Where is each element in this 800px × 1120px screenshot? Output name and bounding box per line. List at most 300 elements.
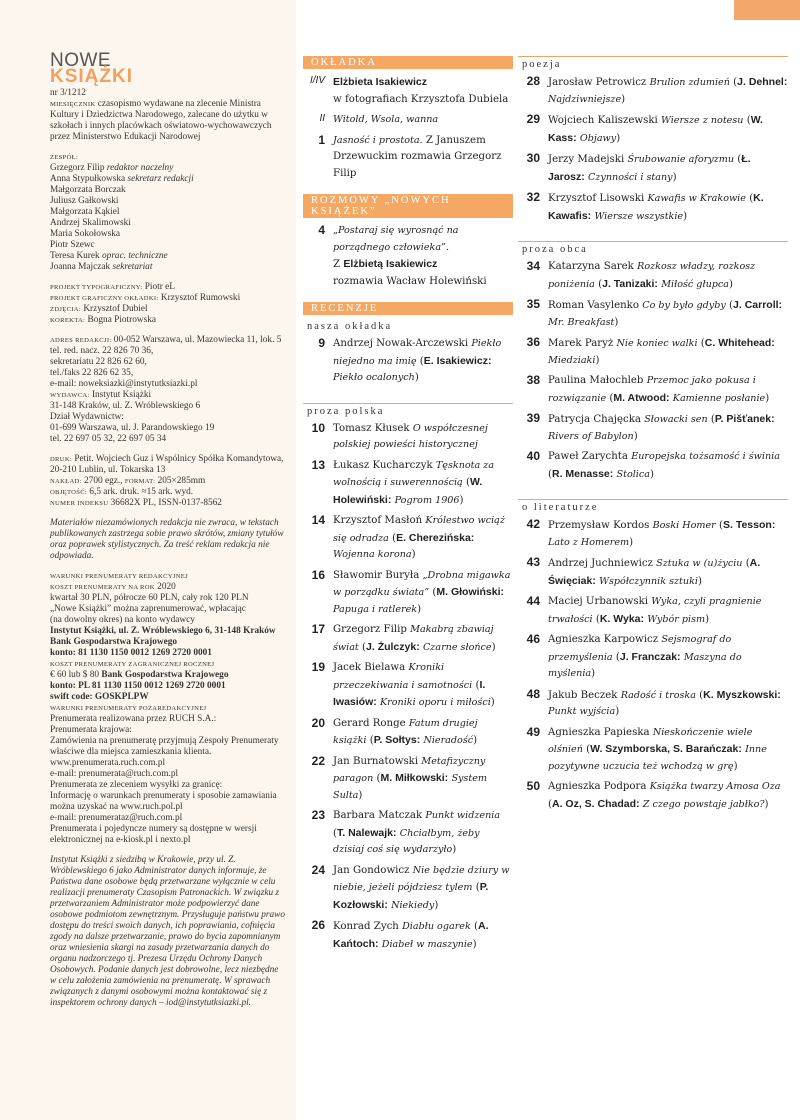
reviewed-author: E. Isakiewicz:: [423, 354, 492, 367]
reviewed-author: M. Miłkowski:: [380, 772, 449, 784]
entry-author: Paweł Zarychta: [548, 451, 628, 462]
toc-entry: [518, 632, 788, 683]
subscription-line: „Nowe Książki” można zaprenumerować, wpłacając: [50, 604, 246, 614]
toc-entry: [303, 421, 513, 454]
toc-entry-text: Łukasz Kucharczyk Tęsknota za wolnością i suwerennością (W. Holewiński: Pogrom 1906): [333, 459, 495, 506]
reviewed-title: Z czego powstaje jabłko?: [642, 798, 765, 810]
toc-entry-text: [333, 421, 513, 454]
credit-value: Krzysztof Dubiel: [83, 304, 148, 314]
address-text: 00-052 Warszawa, ul. Mazowiecka 11, lok. 5: [113, 335, 282, 345]
reviewed-title: Piekło ocalonych: [333, 372, 415, 383]
toc-entry: [518, 411, 788, 445]
toc-entry-text: Katarzyna Sarek Rozkosz władzy, rozkosz poniżenia (J. Tanizaki: Miłość głupca): [548, 261, 756, 290]
publisher-text: 31-148 Kraków, ul. Z. Wróblewskiego 6: [50, 401, 201, 411]
okladka-list: [303, 74, 513, 182]
toc-entry: [303, 112, 513, 129]
subscription-line: kwartał 30 PLN, półrocze 60 PLN, cały rok 120 PLN: [50, 593, 249, 603]
reviewed-title: Najdziwniejsze: [548, 93, 622, 105]
address-label: ADRES REDAKCJI:: [50, 337, 112, 344]
entry-title: „Postaraj się wyrosnąć na porządnego człowieka”.: [333, 225, 459, 253]
page-number: 30: [526, 151, 540, 165]
toc-entry: [303, 133, 513, 183]
entry-title: O współczesnej polskiej powieści historycznej: [333, 422, 488, 450]
subscription-block: WARUNKI PRENUMERATY REDAKCYJNEJ KOSZT PRENUMERATY NA ROK 2020 kwartał 30 PLN, półrocze 60 PLN, cały rok 120 PLN „Nowe Książki” można zaprenumerować, wpłacając (na dowolny okres) na konto wydawcy Instytut Książki, ul. Z. Wróblewskiego 6, 31-148 Kraków Bank Gospodarstwa Krajowego konto: 81 1130 1150 0012 1269 2720 0001 KOSZT PRENUMERATY ZAGRANICZNEJ ROCZNEJ € 60 lub $ 80 Bank Gospodarstwa Krajowego konto: PL 81 1130 1150 0012 1269 2720 0001 swift code: GOSKPLPW WARUNKI PRENUMERATY POZAREDAKCYJNEJ Prenumerata realizowana przez RUCH S.A.: Prenumerata krajowa: Zamówienia na prenumeratę przyjmują Zespoły Prenumeraty właściwe dla miejsca zamieszkania klienta. www.prenumerata.ruch.com.pl e-mail: prenumerata@ruch.com.pl Prenumerata ze zleceniem wysyłki za granicę: Informację o warunkach prenumeraty i sposobie zamawiania można uzyskać na www.ruch.pol.pl e-mail: prenumerataz@ruch.com.pl Prenumerata i pojedyncze numery są dostępne w wersji elektronicznej na e-kiosk.pl i nexto.pl: [50, 571, 286, 846]
address-text: tel. red. nacz. 22 826 70 36,: [50, 346, 154, 356]
reviewed-title: Mr. Breakfast: [548, 316, 615, 328]
toc-right-column: [518, 56, 788, 817]
external-subscription-line: e-mail: prenumerata@ruch.com.pl: [50, 769, 179, 779]
entry-author: Paulina Małochleb: [548, 375, 644, 386]
toc-entry: [303, 808, 513, 859]
entry-title: Nie koniec walki: [616, 338, 698, 349]
entry-title: Wyka, czyli pragnienie trwałości: [548, 596, 762, 625]
entry-title: „Drobna migawka w porządku świata”: [333, 569, 511, 598]
reviewed-title: Kamienne posłanie: [672, 392, 766, 404]
reviewed-author: M. Atwood:: [613, 391, 670, 404]
external-subscription-line: www.prenumerata.ruch.com.pl: [50, 758, 166, 768]
reviewed-author: K. Myszkowski:: [703, 688, 781, 701]
reviewed-title: Wiersze wszystkie: [594, 210, 684, 222]
address-line: [50, 335, 286, 346]
swift-code: swift code: GOSKPLPW: [50, 692, 149, 702]
external-subscription-line: e-mail: prenumerataz@ruch.com.pl: [50, 813, 183, 823]
subsection-o-literaturze: o literaturze: [518, 499, 788, 514]
toc-entry: [518, 449, 788, 483]
entry-title: Nie będzie dziury w niebie, jeżeli pójdziesz tylem: [333, 864, 510, 893]
entry-title: Metafizyczny paragon: [333, 755, 486, 784]
reviewed-author: A. Kańtoch:: [333, 920, 489, 950]
toc-entry: [518, 779, 788, 813]
toc-entry-text: Konrad Zych Diabłu ogarek (A. Kańtoch: Diabeł w maszynie): [333, 920, 489, 950]
reviewed-title: Diabeł w maszynie: [381, 938, 473, 950]
toc-middle-column: [303, 56, 513, 957]
section-rozmowy: ROZMOWY „NOWYCH KSIĄŻEK”: [303, 194, 513, 218]
credit-value: Bogna Piotrowska: [87, 315, 156, 325]
reviewed-author: M. Głowiński:: [436, 586, 505, 598]
team-member-role: redaktor naczelny: [106, 163, 174, 173]
reviewed-title: Kroniki oporu i miłości: [380, 697, 491, 708]
subsection-nasza-okladka: nasza okładka: [307, 321, 393, 332]
team-member: [50, 262, 286, 273]
team-member: [50, 251, 286, 262]
page-number: 49: [526, 724, 540, 739]
reviewed-author: R. Menasse:: [551, 467, 614, 480]
publisher-line: [50, 434, 286, 445]
proza-polska-list: [303, 421, 513, 954]
entry-title: Witold, Wsola, wanna: [333, 114, 439, 125]
address-line: [50, 379, 286, 390]
reviewed-author: C. Whitehead:: [704, 337, 775, 349]
logo-line-1: NOWE: [50, 50, 112, 71]
toc-entry: [518, 151, 788, 186]
entry-title: Piekło niejedno ma imię: [333, 338, 502, 367]
external-subscription-line: Prenumerata ze zleceniem wysyłki za granicę:: [50, 780, 223, 790]
toc-entry-text: Agnieszka Podpora Książka twarzy Amosa Oza (A. Oz, S. Chadad: Z czego powstaje jabłko?): [548, 781, 781, 810]
entry-title: Fatum drugiej książki: [333, 717, 478, 746]
toc-entry: [518, 190, 788, 225]
toc-entry: [518, 335, 788, 369]
toc-entry: [303, 513, 513, 564]
reviewed-author: P. Sołtys:: [373, 734, 421, 746]
toc-entry: [518, 373, 788, 407]
entry-author: Sławomir Buryła: [333, 569, 420, 581]
reviewed-title: Inne pozytywne uczucia też wchodzą w grę: [548, 744, 767, 772]
credit-label: KOREKTA:: [50, 317, 86, 324]
toc-entry-text: Jakub Beczek Radość i troska (K. Myszkowski: Punkt wyjścia): [548, 688, 781, 717]
team-member-role: sekretarz redakcji: [127, 174, 194, 184]
entry-text-prefix: Z: [333, 259, 341, 270]
page-number: 36: [526, 335, 540, 349]
toc-entry: [518, 297, 788, 331]
reviewed-title: Pogrom 1906: [394, 494, 460, 506]
reviewed-author: J. Franczak:: [619, 650, 681, 663]
subscription-line: (na dowolny okres) na konto wydawcy: [50, 615, 195, 625]
address-text: tel./faks 22 826 62 35,: [50, 368, 134, 378]
reviewed-author: W. Holewiński:: [333, 476, 483, 506]
publisher-text: tel. 22 697 05 32, 22 697 05 34: [50, 434, 167, 444]
entry-author: Jerzy Madejski: [548, 154, 625, 165]
reviewed-author: W. Kass:: [548, 114, 763, 144]
reviewed-author: K. Kawafis:: [548, 192, 764, 222]
entry-title: Boski Homer: [652, 520, 716, 531]
credit-value: Piotr eL: [144, 282, 175, 292]
address-line: [50, 346, 286, 357]
reviewed-author: J. Żulczyk:: [366, 640, 420, 653]
publisher-line: [50, 390, 286, 401]
toc-entry-text: [333, 112, 438, 129]
toc-entry: [518, 725, 788, 776]
page-number: 32: [526, 190, 540, 204]
entry-author: Barbara Matczak: [333, 810, 423, 821]
address-line: [50, 368, 286, 379]
entry-title: Radość i troska: [620, 689, 696, 701]
toc-entry: [303, 568, 513, 619]
entry-author: Roman Vasylenko: [548, 300, 639, 311]
rozmowy-list: [303, 223, 513, 290]
page-number: 4: [318, 223, 325, 237]
issue-number: nr 3/1212: [50, 88, 86, 98]
foreign-price-line: [50, 670, 286, 681]
page-number: II: [319, 113, 325, 124]
foreign-bank: Bank Gospodarstwa Krajowego: [101, 670, 229, 680]
page-number: 20: [311, 715, 325, 730]
entry-author: Jacek Bielawa: [333, 662, 406, 673]
toc-entry-text: Maciej Urbanowski Wyka, czyli pragnienie trwałości (K. Wyka: Wybór pism): [548, 596, 762, 625]
subscription-account-line: konto: 81 1130 1150 0012 1269 2720 0001: [50, 648, 212, 658]
toc-entry: [303, 622, 513, 656]
page-number: 39: [526, 411, 540, 425]
entry-author: Agnieszka Karpowicz: [548, 634, 659, 645]
toc-entry: [303, 863, 513, 915]
team-member: [50, 185, 286, 196]
subsection-poezja: poezja: [518, 56, 788, 71]
credits-block: [50, 282, 286, 326]
monthly-description: MIESIĘCZNIK czasopismo wydawane na zlecenie Ministra Kultury i Dziedzictwa Narodowego, zalecane do użytku w szkołach i innych placówkach oświatowo-wychowawczych przez Ministerstwo Edukacji Narodowej: [50, 99, 272, 142]
entry-title: Jasność i prostota.: [333, 134, 423, 146]
reviewed-title: Miedziaki: [548, 354, 596, 366]
toc-entry: [303, 74, 513, 108]
entry-author: Andrzej Juchniewicz: [548, 558, 653, 569]
entry-title: Rozkosz władzy, rozkosz poniżenia: [548, 261, 756, 290]
reviewed-author: P. Pišťanek:: [714, 413, 775, 425]
credit-value: Krzysztof Rumowski: [160, 293, 241, 303]
external-subscription-line: Informację o warunkach prenumeraty i sposobie zamawiania można uzyskać na www.ruch.pol.pl: [50, 791, 277, 812]
toc-entry-text: Sławomir Buryła „Drobna migawka w porządku świata” (M. Głowiński: Papuga i ratlerek): [333, 569, 511, 615]
entry-author: Wojciech Kaliszewski: [548, 115, 658, 126]
reviewed-title: Wojenna korona: [333, 549, 412, 560]
entry-title: Sztuka w (u)życiu: [656, 558, 743, 569]
publisher-label: WYDAWCA:: [50, 392, 90, 399]
page-number: 42: [526, 517, 540, 531]
publisher-text: Dział Wydawnictw:: [50, 412, 124, 422]
entry-author: Przemysław Kordos: [548, 520, 650, 531]
reviewed-author: S. Tesson:: [723, 519, 776, 531]
reviewed-title: Niekiedy: [391, 899, 435, 911]
toc-entry-text: Jacek Bielawa Kroniki przeczekiwania i samotności (I. Iwasiów: Kroniki oporu i miłości): [333, 662, 495, 708]
entry-author: Elżbietą Isakiewicz: [343, 258, 438, 270]
credit-line: [50, 315, 286, 326]
team-member: [50, 240, 286, 251]
team-member: [50, 229, 286, 240]
entry-title: Słowacki sen: [644, 414, 708, 425]
external-subscription-line: Prenumerata krajowa:: [50, 725, 132, 735]
toc-entry-text: Barbara Matczak Punkt widzenia (T. Nalewajk: Chciałbym, żeby dzisiaj coś się wydarzyło): [333, 810, 501, 855]
proza-obca-list: [518, 259, 788, 483]
page-number: 43: [526, 555, 540, 569]
page-number: 23: [311, 808, 325, 822]
team-member-name: Małgorzata Kąkiel: [50, 207, 120, 217]
reviewed-author: J. Dehnel:: [737, 76, 788, 88]
toc-entry-text: Marek Paryż Nie koniec walki (C. Whitehead: Miedziaki): [548, 337, 775, 366]
toc-entry: [303, 223, 513, 290]
toc-entry-text: Wojciech Kaliszewski Wiersze z notesu (W. Kass: Objawy): [548, 114, 763, 144]
toc-entry: [303, 754, 513, 805]
page-number: 16: [311, 567, 325, 582]
page-number: 35: [526, 297, 540, 311]
publisher-text: 01-699 Warszawa, ul. J. Parandowskiego 19: [50, 423, 215, 433]
reviewed-title: Czarne słońce: [422, 641, 492, 653]
entry-author: Tomasz Kłusek: [333, 422, 410, 434]
toc-entry-text: Gerard Ronge Fatum drugiej książki (P. Sołtys: Nieradość): [333, 717, 478, 746]
publisher-line: [50, 423, 286, 434]
reviewed-title: Wybór pism: [647, 613, 706, 625]
toc-entry-text: Krzysztof Masłoń Królestwo wciąż się odradza (E. Cherezińska: Wojenna korona): [333, 515, 505, 560]
page-number: 29: [526, 112, 540, 126]
address-text: sekretariatu 22 826 62 60,: [50, 357, 147, 367]
reviewed-title: Maszyna do myślenia: [548, 651, 742, 679]
entry-author: Gerard Ronge: [333, 717, 406, 729]
toc-entry-text: Jerzy Madejski Śrubowanie aforyzmu (Ł. Jarosz: Czynności i stany): [548, 153, 751, 183]
reviewed-author: Ł. Jarosz:: [548, 153, 751, 183]
page-number: 9: [318, 336, 325, 350]
entry-author: Patrycja Chajęcka: [548, 414, 641, 425]
address-block: [50, 335, 286, 445]
reviewed-author: P. Kozłowski:: [333, 881, 489, 911]
foreign-account: konto: PL 81 1130 1150 0012 1269 2720 0001: [50, 681, 226, 691]
o-literaturze-list: [518, 517, 788, 813]
credit-line: [50, 293, 286, 304]
toc-entry: [303, 918, 513, 953]
publisher-line: [50, 412, 286, 423]
toc-entry-text: Jarosław Petrowicz Brulion zdumień (J. Dehnel: Najdziwniejsze): [548, 76, 788, 105]
subscription-account-line: Instytut Książki, ul. Z. Wróblewskiego 6, 31-148 Kraków: [50, 626, 276, 636]
toc-entry-text: Agnieszka Papieska Nieskończenie wiele olśnień (W. Szymborska, S. Barańczak: Inne pozytywne uczucia też wchodzą w grę): [548, 726, 767, 772]
external-subscription-line: Prenumerata i pojedyncze numery są dostępne w wersji elektronicznej na e-kiosk.pl i nexto.pl: [50, 824, 257, 845]
credit-label: ZDJĘCIA:: [50, 306, 81, 313]
foreign-price: € 60 lub $ 80: [50, 670, 100, 680]
team-member-name: Anna Stypułkowska: [50, 174, 126, 184]
reviewed-title: Współczynnik sztuki: [599, 575, 698, 587]
reviewed-title: Objawy: [579, 132, 617, 144]
entry-title: Brulion zdumień: [649, 77, 730, 88]
page-number: 1: [318, 132, 325, 147]
page-number: 17: [311, 622, 325, 636]
entry-text: w fotografiach Krzysztofa Dubiela: [333, 93, 509, 105]
toc-entry-text: Paweł Zarychta Europejska tożsamość i świnia (R. Menasse: Stolica): [548, 451, 780, 480]
toc-entry-text: Agnieszka Karpowicz Sejsmograf do przemyślenia (J. Franczak: Maszyna do myślenia): [548, 634, 742, 679]
entry-author: Maciej Urbanowski: [548, 596, 649, 607]
rodo-notice: Instytut Książki z siedzibą w Krakowie, przy ul. Z. Wróblewskiego 6 jako Administrator danych informuje, że Państwa dane osobowe będą przetwarzane wyłącznie w celu realizacji prenumeraty Czasopism Patronackich. W związku z przetwarzaniem Administrator może podpowierzyć dane osobowe podmiotom zewnętrznym. Przysługuje państwu prawo dostępu do treści swoich danych, ich poprawiania, cofnięcia zgody na dalsze przetwarzanie, prawo do bycia zapomnianym oraz wniesienia skargi na zasady przetwarzania danych do organu nadzorczego tj. Prezesa Urzędu Ochrony Danych Osobowych. Podanie danych jest dobrowolne, lecz niezbędne w celu założenia zamówienia na prenumeratę. W sprawach związanych z danymi osobowymi można kontaktować się z inspektorem ochrony danych – iod@instytutksiazki.pl.: [50, 855, 286, 1008]
page-number: 34: [526, 259, 540, 273]
toc-entry-text: [333, 133, 513, 183]
colophon: [50, 88, 286, 1018]
entry-author: Agnieszka Papieska: [548, 726, 650, 738]
team-member: [50, 207, 286, 218]
entry-author: Agnieszka Podpora: [548, 781, 647, 792]
section-recenzje: RECENZJE: [303, 302, 513, 315]
page-number: 13: [311, 457, 325, 472]
entry-author: Jan Gondowicz: [333, 864, 410, 876]
team-block: ZESPÓŁ: Grzegorz Filip redaktor naczelny Anna Stypułkowska sekretarz redakcji Małgorzata Borczak Juliusz Gałkowski Małgorzata Kąkiel Andrzej Skalimowski Maria Sokołowska Piotr Szewc Teresa Kurek oprac. techniczne Joanna Majczak sekretariat: [50, 152, 286, 273]
external-subscription-line: Zamówienia na prenumeratę przyjmują Zespoły Prenumeraty właściwe dla miejsca zamieszkania klienta.: [50, 736, 279, 757]
subsection-proza-obca: proza obca: [518, 241, 788, 256]
credit-line: [50, 282, 286, 293]
credit-label: PROJEKT GRAFICZNY OKŁADKI:: [50, 295, 159, 302]
toc-entry: [303, 716, 513, 750]
toc-entry: [303, 660, 513, 712]
reviewed-author: T. Nalewajk:: [336, 826, 397, 839]
entry-author: Marek Paryż: [548, 338, 614, 349]
page-number: 44: [526, 594, 540, 608]
entry-author: Konrad Zych: [333, 921, 399, 932]
reviewed-author: J. Carroll:: [733, 299, 783, 311]
toc-entry-text: Jan Gondowicz Nie będzie dziury w niebie, jeżeli pójdziesz tylem (P. Kozłowski: Niekiedy): [333, 864, 510, 911]
entry-author: Jarosław Petrowicz: [548, 77, 647, 88]
disclaimer: Materiałów niezamówionych redakcja nie zwraca, w tekstach publikowanych zastrzega sobie prawo skrótów, zmiany tytułów oraz poprawek stylistycznych. Za treść reklam redakcja nie odpowiada.: [50, 518, 284, 561]
entry-author: Jan Burnatowski: [333, 755, 419, 767]
entry-title: Kroniki przeczekiwania i samotności: [333, 662, 473, 691]
page-number: I/IV: [309, 75, 325, 86]
external-subscription-line: Prenumerata realizowana przez RUCH S.A.:: [50, 714, 217, 724]
entry-title: Sejsmograf do przemyślenia: [548, 634, 732, 663]
entry-title: Europejska tożsamość i świnia: [631, 451, 780, 462]
team-member-name: Małgorzata Borczak: [50, 185, 126, 195]
entry-author: Krzysztof Masłoń: [333, 515, 423, 526]
page-number: 14: [311, 513, 325, 527]
reviewed-title: Miłość głupca: [661, 278, 729, 290]
toc-entry-text: Krzysztof Lisowski Kawafis w Krakowie (K. Kawafis: Wiersze wszystkie): [548, 192, 764, 222]
logo-line-2: KSIĄŻKI: [50, 66, 133, 87]
print-block: DRUK: Petit. Wojciech Guz i Wspólnicy Spółka Komandytowa, 20-210 Lublin, ul. Tokarska 13 NAKŁAD: 2700 egz., FORMAT: 205×285mm OBJĘTOŚĆ: 6,5 ark. druk. ≈15 ark. wyd. NUMER INDEKSU 36682X PL, ISSN-0137-8562: [50, 454, 284, 508]
section-okladka: OKŁADKA: [303, 56, 513, 69]
toc-entry: [518, 259, 788, 293]
toc-entry: [518, 555, 788, 590]
team-member-name: Teresa Kurek: [50, 251, 100, 261]
page-number: 24: [311, 862, 325, 877]
reviewed-author: E. Cherezińska:: [396, 531, 475, 544]
entry-title: Nieskończenie wiele olśnień: [548, 726, 753, 755]
reviewed-title: Lato z Homerem: [548, 536, 630, 548]
entry-title: Tęsknota za wolnością i suwerennością: [333, 459, 495, 488]
reviewed-author: J. Tanizaki:: [602, 277, 658, 290]
entry-author: Łukasz Kucharczyk: [333, 459, 433, 471]
foreign-subscription-label: KOSZT PRENUMERATY ZAGRANICZNEJ ROCZNEJ: [50, 661, 215, 668]
toc-entry-text: Andrzej Juchniewicz Sztuka w (u)życiu (A. Święciak: Współczynnik sztuki): [548, 557, 761, 587]
reviewed-title: Rivers of Babylon: [548, 430, 634, 442]
publisher-text: Instytut Książki: [91, 390, 152, 400]
entry-author: Elżbieta Isakiewicz: [333, 76, 427, 88]
credit-label: PROJEKT TYPOGRAFICZNY:: [50, 284, 143, 291]
team-member-role: sekretariat: [112, 262, 153, 272]
publisher-line: [50, 401, 286, 412]
page-number: 19: [311, 660, 325, 674]
reviewed-title: Nieradość: [423, 735, 474, 746]
entry-author: Jakub Beczek: [548, 689, 618, 701]
page-number: 46: [526, 632, 540, 646]
reviewed-title: Stolica: [616, 468, 650, 480]
page-number: 26: [311, 918, 325, 932]
team-member-role: oprac. techniczne: [102, 251, 168, 261]
team-member-name: Andrzej Skalimowski: [50, 218, 131, 228]
entry-author: Andrzej Nowak-Arczewski: [333, 338, 469, 349]
reviewed-title: System Sulta: [333, 773, 487, 801]
team-member-name: Maria Sokołowska: [50, 229, 120, 239]
team-member: [50, 218, 286, 229]
team-member-name: Juliusz Gałkowski: [50, 196, 119, 206]
magazine-logo: [50, 51, 133, 86]
page-number: 40: [526, 449, 540, 463]
address-text: e-mail: noweksiazki@instytutksiazki.pl: [50, 379, 198, 389]
page-number: 48: [526, 686, 540, 701]
toc-entry: [518, 687, 788, 721]
team-member: [50, 174, 286, 185]
reviewed-author: A. Święciak:: [548, 557, 761, 587]
entry-text: rozmawia Wacław Holewiński: [333, 275, 487, 287]
toc-entry-text: Andrzej Nowak-Arczewski Piekło niejedno ma imię (E. Isakiewicz: Piekło ocalonych): [333, 338, 502, 383]
reviewed-author: K. Wyka:: [599, 612, 645, 625]
page-number: 38: [526, 373, 540, 387]
toc-entry: [518, 74, 788, 108]
toc-entry-text: Grzegorz Filip Makabrą zbawiaj świat (J. Żulczyk: Czarne słońce): [333, 624, 496, 653]
external-subscription-label: WARUNKI PRENUMERATY POZAREDAKCYJNEJ: [50, 705, 207, 712]
toc-entry: [518, 112, 788, 147]
toc-entry: [518, 594, 788, 628]
reviewed-title: Punkt wyjścia: [548, 706, 616, 717]
subscription-account-line: Bank Gospodarstwa Krajowego: [50, 637, 178, 647]
entry-title-cont: Amosa Oza: [726, 781, 781, 792]
toc-entry-text: Jan Burnatowski Metafizyczny paragon (M. Miłkowski: System Sulta): [333, 755, 487, 801]
entry-title: Diabłu ogarek: [402, 921, 471, 932]
credit-line: [50, 304, 286, 315]
subsection-proza-polska: proza polska: [303, 403, 513, 418]
page-number: 28: [526, 74, 540, 88]
entry-title: Książka twarzy: [649, 781, 724, 792]
page-number: 50: [526, 779, 540, 793]
entry-title: Co by było gdyby: [642, 300, 726, 311]
team-member-name: Piotr Szewc: [50, 240, 95, 250]
reviewed-author: W. Szymborska, S. Barańczak:: [590, 743, 742, 755]
entry-title: Makabrą zbawiaj świat: [333, 624, 494, 653]
